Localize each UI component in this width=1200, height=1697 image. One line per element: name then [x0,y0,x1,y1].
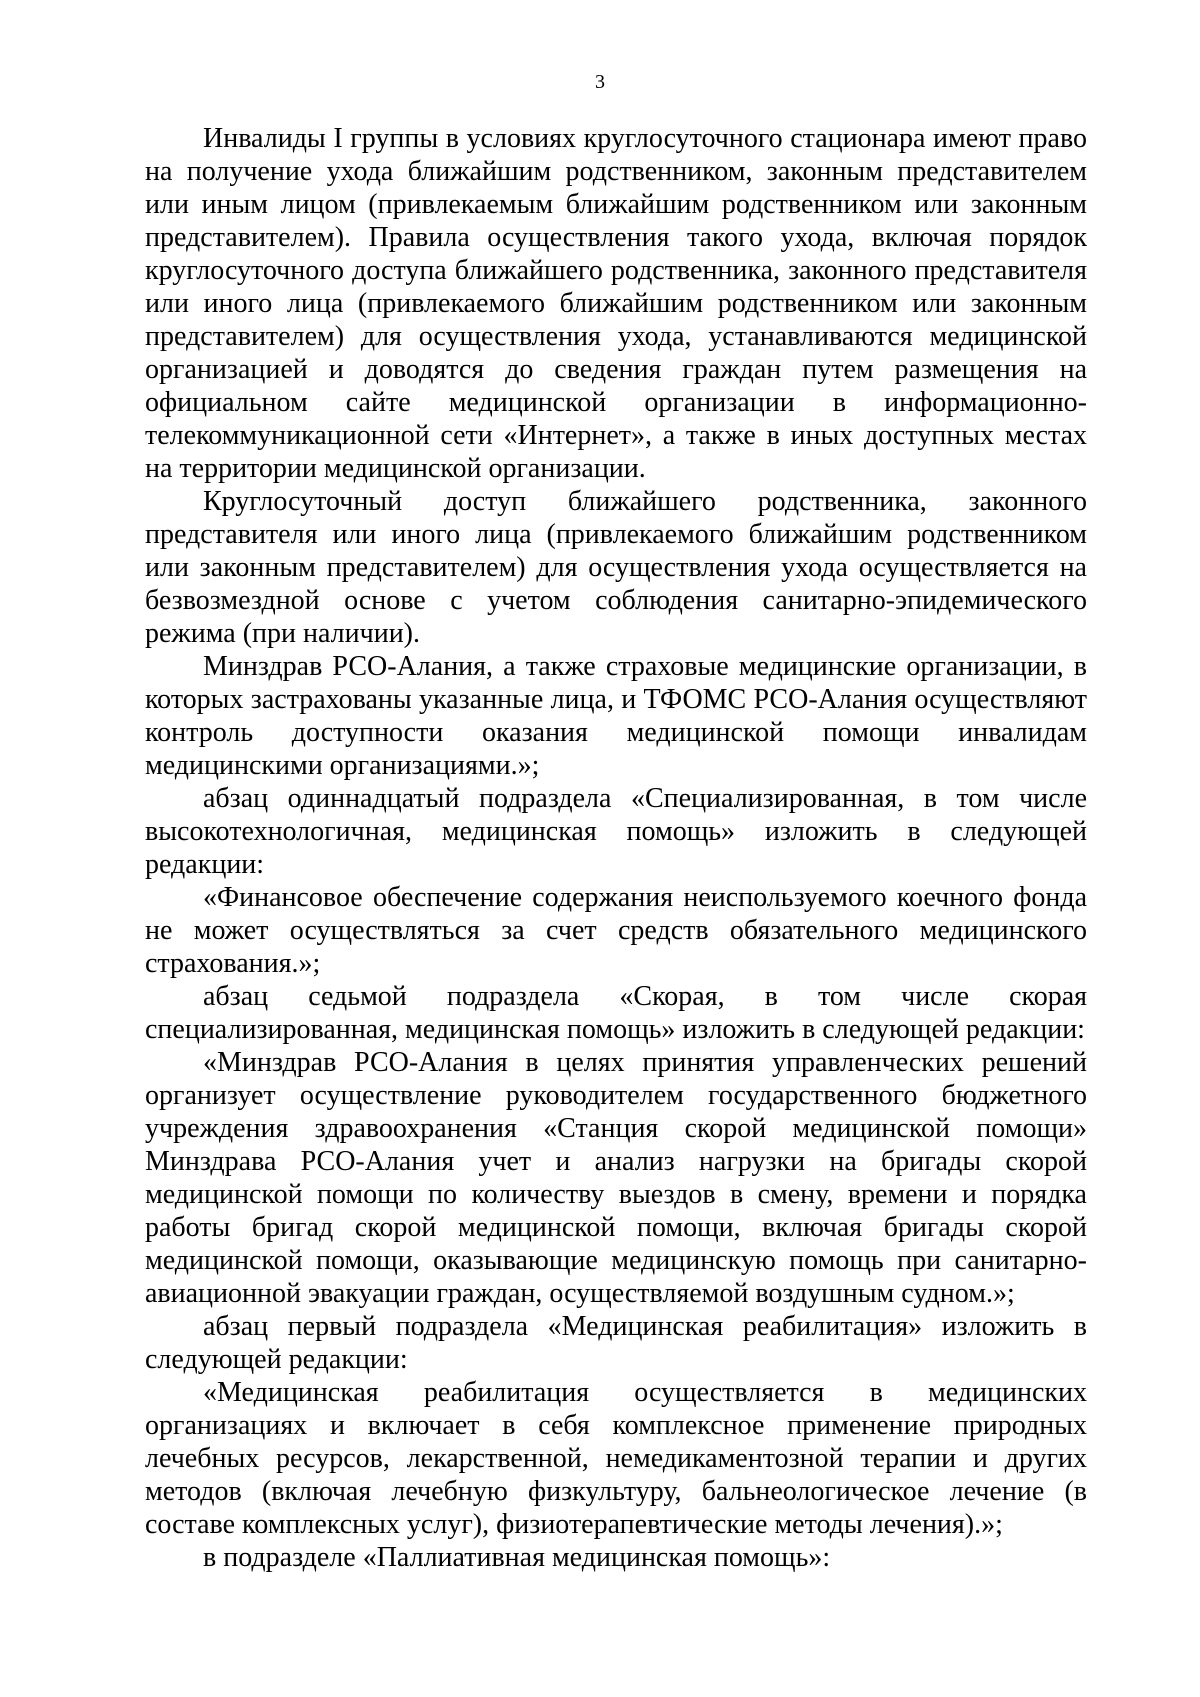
paragraph-bed-fund-financing: «Финансовое обеспечение содержания неиспользуемого коечного фонда не может осуществляться за счет средств обязательного медицинского страхования.»; [145,882,1087,979]
paragraph-rehabilitation-definition: «Медицинская реабилитация осуществляется в медицинских организациях и включает в себя комплексное применение природных лечебных ресурсов, лекарственной, немедикаментозной терапии и других методов (включая лечебную физкультуру, бальнеологическое лечение (в составе комплексных услуг), физиотерапевтические методы лечения).»; [145,1377,1087,1540]
paragraph-access-control: Минздрав РСО-Алания, а также страховые медицинские организации, в которых застрахованы указанные лица, и ТФОМС РСО-Алания осуществляют контроль доступности оказания медицинской помощи инвалидам медицинскими организациями.»; [145,651,1087,781]
paragraph-amend-rehabilitation: абзац первый подраздела «Медицинская реабилитация» изложить в следующей редакции: [145,1311,1087,1375]
paragraph-round-the-clock-access: Круглосуточный доступ ближайшего родственника, законного представителя или иного лица (привлекаемого ближайшим родственником или законным представителем) для осуществления ухода осуществляется на безвозмездной основе с учетом соблюдения санитарно-эпидемического режима (при наличии). [145,486,1087,649]
page-number: 3 [595,71,605,93]
paragraph-emergency-load-analysis: «Минздрав РСО-Алания в целях принятия управленческих решений организует осуществление руководителем государственного бюджетного учреждения здравоохранения «Станция скорой медицинской помощи» Минздрава РСО-Алания учет и анализ нагрузки на бригады скорой медицинской помощи по количеству выездов в смену, времени и порядка работы бригад скорой медицинской помощи, включая бригады скорой медицинской помощи, оказывающие медицинскую помощь при санитарно-авиационной эвакуации граждан, осуществляемой воздушным судном.»; [145,1047,1087,1309]
document-body [145,122,1087,1574]
paragraph-amend-specialized-care: абзац одиннадцатый подраздела «Специализированная, в том числе высокотехнологичная, медицинская помощь» изложить в следующей редакции: [145,783,1087,880]
paragraph-palliative-care-heading: в подразделе «Паллиативная медицинская помощь»: [203,1542,831,1573]
paragraph-disabled-care-right: Инвалиды I группы в условиях круглосуточного стационара имеют право на получение ухода ближайшим родственником, законным представителем или иным лицом (привлекаемым ближайшим родственником или законным представителем). Правила осуществления такого ухода, включая порядок круглосуточного доступа ближайшего родственника, законного представителя или иного лица (привлекаемого ближайшим родственником или законным представителем) для осуществления ухода, устанавливаются медицинской организацией и доводятся до сведения граждан путем размещения на официальном сайте медицинской организации в информационно-телекоммуникационной сети «Интернет», а также в иных доступных местах на территории медицинской организации. [145,123,1087,484]
paragraph-amend-emergency-care: абзац седьмой подраздела «Скорая, в том числе скорая специализированная, медицинская помощь» изложить в следующей редакции: [145,981,1087,1045]
